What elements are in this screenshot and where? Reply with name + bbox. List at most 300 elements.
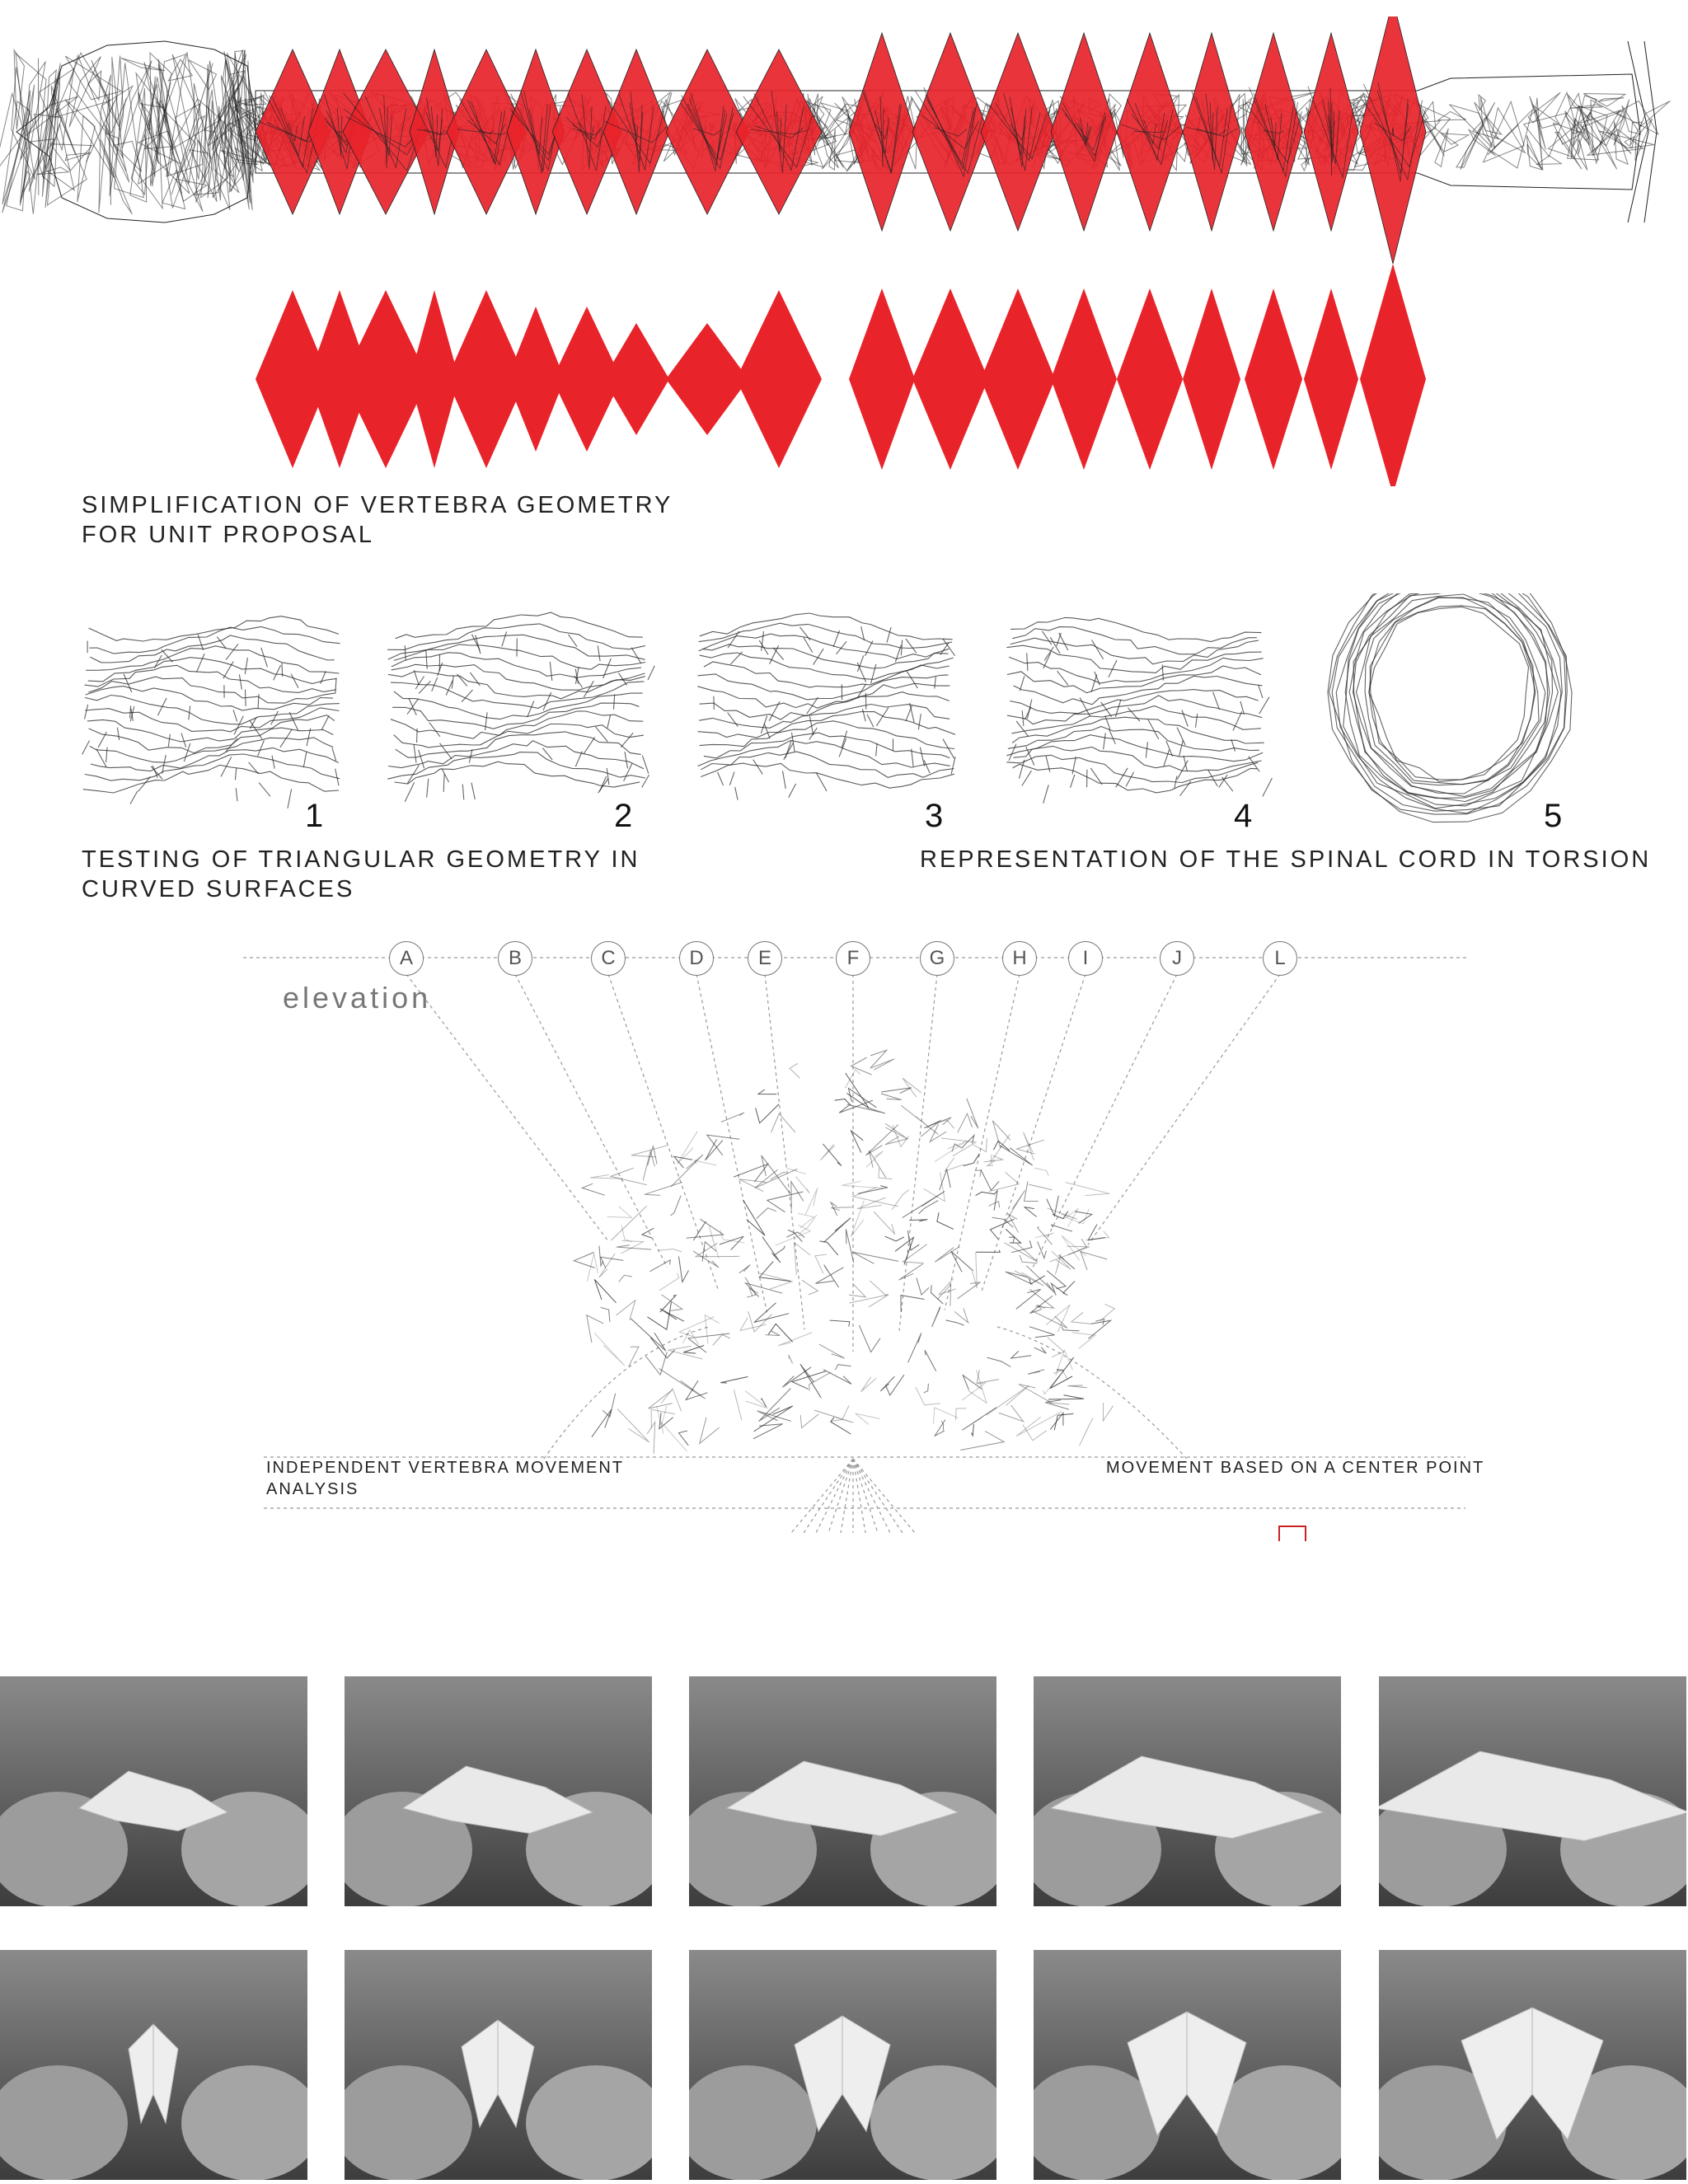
- elevation-mesh-triangle: [919, 1201, 939, 1214]
- elevation-mesh-triangle: [1047, 1196, 1059, 1216]
- mesh-test-1: [82, 616, 340, 808]
- folding-test-photo: [689, 1950, 996, 2180]
- mesh-diagonal: [1180, 781, 1191, 796]
- mesh-strip: [394, 724, 644, 748]
- elevation-diagram: [0, 931, 1688, 1541]
- mesh-diagonal: [272, 756, 274, 769]
- elevation-mesh-triangle: [1038, 1242, 1047, 1258]
- elevation-mesh-triangle: [956, 1408, 967, 1420]
- mesh-diagonal: [1128, 708, 1140, 721]
- elevation-mesh-triangle: [621, 1226, 632, 1242]
- mesh-diagonal: [332, 748, 336, 762]
- elevation-mesh-triangle: [924, 1384, 929, 1393]
- folding-test-photo: [0, 1950, 307, 2180]
- caption-line: INDEPENDENT VERTEBRA MOVEMENT: [266, 1459, 624, 1477]
- arc-right: [997, 1327, 1187, 1459]
- elevation-mesh-triangle: [756, 1104, 780, 1123]
- elevation-mesh-triangle: [796, 1177, 810, 1193]
- red-diamond: [736, 49, 822, 214]
- elevation-mesh-triangle: [659, 1413, 673, 1429]
- mesh-diagonal: [595, 727, 607, 742]
- mesh-diagonal: [303, 752, 307, 767]
- elevation-mesh-triangle: [881, 1094, 902, 1100]
- elevation-mesh-triangle: [958, 1113, 973, 1132]
- elevation-mesh-triangle: [1100, 1304, 1114, 1320]
- elevation-mesh-triangle: [745, 1277, 756, 1297]
- mesh-diagonal: [502, 631, 507, 646]
- mesh-diagonal: [233, 710, 237, 721]
- elevation-mesh-triangle: [830, 1320, 850, 1327]
- elevation-mesh-triangle: [945, 1320, 964, 1325]
- elevation-mesh-triangle: [802, 1280, 818, 1295]
- mesh-diagonal: [321, 671, 326, 683]
- mesh-diagonal: [1259, 685, 1263, 698]
- mesh-triangle: [1475, 102, 1502, 134]
- elevation-marker-b: B: [498, 941, 532, 976]
- elevation-mesh-triangle: [1063, 1282, 1075, 1296]
- label-leader-line: [1031, 974, 1177, 1271]
- mesh-diagonal: [730, 652, 742, 664]
- mesh-number-2: 2: [614, 798, 633, 834]
- elevation-mesh-triangle: [885, 1236, 904, 1241]
- elevation-mesh-triangle: [1048, 1338, 1064, 1357]
- elevation-mesh-triangle: [629, 1347, 639, 1366]
- elevation-mesh-triangle: [898, 1264, 922, 1281]
- mesh-diagonal: [1126, 772, 1134, 787]
- mesh-diagonal: [759, 640, 768, 654]
- elevation-mesh-triangle: [945, 1158, 964, 1171]
- elevation-mesh-triangle: [670, 1196, 681, 1216]
- elevation-mesh-triangle: [1032, 1311, 1067, 1329]
- mesh-diagonal: [1233, 711, 1242, 730]
- elevation-mesh-triangle: [662, 1295, 682, 1311]
- mesh-triangle: [16, 54, 46, 214]
- mesh-diagonal: [426, 650, 427, 669]
- mesh-diagonal: [603, 658, 612, 678]
- mesh-diagonal: [427, 779, 429, 798]
- red-diamond: [1360, 16, 1426, 264]
- mesh-diagonal: [1249, 757, 1259, 772]
- mesh-diagonal: [1213, 692, 1220, 710]
- elevation-mesh-triangle: [1062, 1327, 1079, 1331]
- mesh-diagonal: [335, 769, 339, 785]
- mesh-diagonal: [1263, 778, 1273, 796]
- elevation-mesh-triangle: [705, 1315, 719, 1344]
- elevation-mesh-triangle: [734, 1390, 742, 1420]
- elevation-marker-a: A: [389, 941, 424, 976]
- mesh-strip: [1007, 666, 1261, 693]
- simplified-diamond: [1117, 288, 1183, 470]
- mesh-diagonal: [584, 737, 595, 754]
- elevation-mesh-triangle: [659, 1273, 679, 1291]
- elevation-marker-l: L: [1263, 941, 1297, 976]
- elevation-mesh-triangle: [859, 1325, 880, 1352]
- mesh-test-5: [1328, 593, 1572, 823]
- elevation-mesh-triangle: [1048, 1395, 1084, 1399]
- mesh-diagonal: [289, 712, 298, 731]
- elevation-mesh-triangle: [1025, 1182, 1039, 1202]
- elevation-mesh-triangle: [645, 1183, 682, 1196]
- elevation-marker-c: C: [591, 941, 626, 976]
- pivot-ray: [791, 1459, 853, 1533]
- mesh-diagonal: [1222, 777, 1233, 791]
- elevation-mesh-triangle: [642, 1228, 654, 1238]
- mesh-diagonal: [261, 648, 268, 668]
- elevation-mesh-triangle: [649, 1390, 673, 1408]
- testing-caption: [82, 845, 640, 904]
- caption-line: CURVED SURFACES: [82, 876, 355, 902]
- mesh-diagonal: [288, 789, 292, 808]
- elevation-mesh-triangle: [964, 1154, 980, 1166]
- center-point-caption: MOVEMENT BASED ON A CENTER POINT: [1106, 1459, 1485, 1477]
- elevation-mesh-triangle: [1019, 1385, 1053, 1404]
- elevation-mesh-triangle: [981, 1169, 999, 1190]
- mesh-diagonal: [106, 748, 108, 763]
- elevation-mesh-triangle: [976, 1250, 1000, 1253]
- folding-test-photo: [1034, 1950, 1341, 2180]
- elevation-mesh-triangle: [617, 1245, 651, 1249]
- elevation-mesh-triangle: [989, 1202, 1000, 1208]
- simplified-diamond: [1360, 264, 1426, 486]
- mesh-diagonal: [414, 670, 419, 684]
- mesh-diagonal: [1104, 733, 1106, 750]
- elevation-mesh-triangle: [820, 1145, 834, 1160]
- mesh-diagonal: [935, 677, 936, 688]
- mesh-diagonal: [920, 748, 924, 766]
- elevation-mesh-triangle: [976, 1192, 996, 1195]
- mesh-diagonal: [598, 645, 600, 661]
- mesh-diagonal: [1027, 700, 1032, 719]
- elevation-mesh-triangle: [720, 1230, 745, 1243]
- elevation-mesh-triangle: [757, 1411, 791, 1422]
- mesh-diagonal: [876, 708, 889, 726]
- mesh-diagonal: [761, 715, 767, 733]
- mesh-strip: [89, 616, 339, 641]
- mesh-triangle: [1598, 98, 1624, 101]
- pivot-ray: [804, 1459, 853, 1533]
- elevation-mesh-triangle: [805, 1188, 818, 1215]
- mesh-diagonal: [1177, 761, 1188, 780]
- elevation-mesh-triangle: [661, 1389, 682, 1412]
- mesh-diagonal: [631, 648, 641, 663]
- elevation-mesh-triangle: [594, 1279, 616, 1302]
- label-leader-line: [696, 974, 767, 1313]
- elevation-mesh-triangle: [989, 1172, 1020, 1192]
- elevation-mesh-triangle: [800, 1414, 818, 1428]
- mesh-triangle: [69, 57, 101, 128]
- elevation-marker-j: J: [1160, 941, 1194, 976]
- caption-line: SIMPLIFICATION OF VERTEBRA GEOMETRY: [82, 492, 673, 518]
- elevation-mesh-triangle: [931, 1120, 954, 1128]
- elevation-mesh-triangle: [1000, 1146, 1033, 1165]
- mesh-diagonal: [282, 663, 283, 677]
- elevation-mesh-triangle: [907, 1230, 919, 1250]
- mesh-strip: [1012, 717, 1264, 743]
- mesh-strip: [391, 682, 644, 709]
- red-diamond: [981, 33, 1055, 231]
- elevation-mesh-triangle: [815, 1254, 827, 1273]
- elevation-mesh-triangle: [774, 1246, 785, 1256]
- folding-test-photo: [345, 1950, 652, 2180]
- mesh-diagonal: [417, 729, 418, 743]
- mesh-diagonal: [837, 641, 847, 654]
- mesh-diagonal: [236, 788, 237, 801]
- elevation-mesh-triangle: [1057, 1370, 1063, 1371]
- mesh-diagonal: [865, 641, 874, 656]
- elevation-mesh-triangle: [746, 1283, 783, 1297]
- mesh-triangle: [1438, 111, 1466, 120]
- elevation-mesh-triangle: [753, 1424, 783, 1439]
- elevation-mesh-triangle: [619, 1275, 632, 1282]
- mesh-strip: [701, 763, 954, 788]
- elevation-mesh-triangle: [908, 1333, 921, 1363]
- mesh-diagonal: [117, 728, 119, 740]
- elevation-mesh-triangle: [1023, 1425, 1047, 1441]
- mesh-triangle: [1469, 129, 1496, 156]
- elevation-mesh-triangle: [647, 1302, 671, 1330]
- mesh-diagonal: [443, 774, 444, 792]
- mesh-diagonal: [130, 705, 131, 718]
- pivot-ray: [828, 1459, 853, 1533]
- mesh-diagonal: [249, 762, 259, 774]
- elevation-mesh-triangle: [962, 1383, 985, 1400]
- mesh-diagonal: [405, 782, 414, 802]
- simplified-diamond-row: [0, 264, 1688, 486]
- elevation-mesh-triangle: [791, 1182, 804, 1210]
- mesh-diagonal: [728, 712, 738, 726]
- mesh-strip: [700, 721, 955, 749]
- mesh-strip: [1007, 696, 1262, 724]
- mesh-diagonal: [1148, 719, 1159, 738]
- mesh-diagonal: [907, 671, 917, 688]
- mesh-diagonal: [621, 733, 633, 748]
- elevation-mesh-triangle: [845, 1070, 860, 1088]
- elevation-mesh-triangle: [842, 1181, 884, 1188]
- elevation-mesh-triangle: [776, 1225, 811, 1245]
- mesh-diagonal: [407, 699, 419, 715]
- mesh-diagonal: [624, 763, 632, 781]
- elevation-mesh-triangle: [617, 1409, 649, 1442]
- elevation-mesh-triangle: [1009, 1237, 1015, 1243]
- elevation-mesh-triangle: [1029, 1289, 1053, 1308]
- mesh-diagonal: [1208, 770, 1218, 786]
- mesh-diagonal: [607, 768, 609, 785]
- elevation-mesh-triangle: [901, 1105, 938, 1134]
- mesh-diagonal: [599, 776, 606, 791]
- elevation-mesh-triangle: [1067, 1385, 1086, 1388]
- mesh-diagonal: [462, 785, 464, 800]
- mesh-diagonal: [1146, 742, 1147, 757]
- elevation-mesh-triangle: [870, 1050, 887, 1068]
- elevation-mesh-triangle: [968, 1370, 987, 1403]
- elevation-mesh-triangle: [874, 1212, 895, 1234]
- mesh-strip: [89, 728, 334, 753]
- mesh-diagonal: [414, 744, 416, 762]
- mesh-diagonal: [1219, 775, 1227, 787]
- elevation-mesh-triangle: [1034, 1168, 1049, 1175]
- mesh-diagonal: [918, 714, 921, 729]
- mesh-diagonal: [876, 743, 877, 757]
- mesh-triangle: [0, 94, 25, 175]
- simplified-diamond: [981, 288, 1055, 470]
- mesh-diagonal: [291, 674, 298, 688]
- mesh-diagonal: [1240, 701, 1245, 715]
- elevation-mesh-triangle: [679, 1317, 714, 1337]
- mesh-diagonal: [196, 654, 204, 673]
- elevation-mesh-triangle: [700, 1418, 720, 1444]
- elevation-mesh-triangle: [1028, 1370, 1044, 1374]
- elevation-mesh-triangle: [659, 1368, 706, 1399]
- elevation-mesh-triangle: [594, 1333, 625, 1366]
- mesh-test-3: [697, 613, 955, 800]
- elevation-mesh-triangle: [1047, 1271, 1066, 1289]
- mesh-diagonal: [85, 705, 88, 719]
- mesh-diagonal: [762, 631, 764, 651]
- elevation-mesh-triangle: [935, 1141, 967, 1161]
- elevation-mesh-triangle: [739, 1265, 750, 1273]
- elevation-mesh-triangle: [778, 1333, 812, 1346]
- elevation-mesh-triangle: [958, 1282, 981, 1299]
- elevation-mesh-triangle: [599, 1246, 603, 1266]
- torsion-ring: [1369, 607, 1529, 781]
- mesh-diagonal: [274, 665, 281, 680]
- elevation-mesh-triangle: [753, 1406, 792, 1432]
- mesh-triangle: [1583, 94, 1625, 107]
- elevation-mesh-triangle: [987, 1357, 1010, 1366]
- mesh-diagonal: [924, 760, 930, 773]
- mesh-diagonal: [1027, 653, 1028, 671]
- folding-test-photo: [1379, 1950, 1686, 2180]
- mesh-diagonal: [1231, 739, 1236, 751]
- elevation-mesh-triangle: [1066, 1183, 1110, 1196]
- mesh-diagonal: [471, 783, 475, 799]
- elevation-mesh-triangle: [892, 1190, 909, 1210]
- elevation-mesh-triangle: [1008, 1214, 1018, 1232]
- mesh-diagonal: [764, 724, 770, 739]
- mesh-diagonal: [1020, 676, 1025, 691]
- mesh-diagonal: [245, 658, 247, 674]
- elevation-marker-g: G: [920, 941, 954, 976]
- elevation-mesh-triangle: [1011, 1351, 1031, 1358]
- elevation-mesh-triangle: [790, 1063, 799, 1078]
- label-leader-line: [515, 974, 668, 1268]
- simplified-diamond: [1304, 288, 1358, 470]
- mesh-number-4: 4: [1234, 798, 1253, 834]
- mesh-diagonal: [1177, 728, 1185, 746]
- mesh-diagonal: [951, 757, 955, 774]
- elevation-mesh-triangle: [762, 1237, 781, 1263]
- elevation-mesh-triangle: [768, 1324, 792, 1342]
- elevation-mesh-triangle: [937, 1212, 954, 1229]
- elevation-mesh-triangle: [870, 1281, 888, 1296]
- mesh-diagonal: [1164, 750, 1170, 766]
- representation-caption: REPRESENTATION OF THE SPINAL CORD IN TORSION: [920, 846, 1652, 873]
- elevation-mesh-triangle: [924, 1173, 945, 1202]
- elevation-mesh-triangle: [820, 1241, 838, 1255]
- elevation-mesh-triangle: [972, 1424, 974, 1436]
- elevation-marker-f: F: [836, 941, 870, 976]
- mesh-diagonal: [82, 741, 90, 755]
- elevation-marker-h: H: [1002, 941, 1037, 976]
- elevation-label: elevation: [283, 981, 432, 1015]
- mesh-diagonal: [442, 769, 448, 782]
- elevation-mesh-triangle: [903, 1078, 921, 1097]
- folding-test-photo: [0, 1676, 307, 1906]
- elevation-mesh-triangle: [925, 1350, 936, 1371]
- mesh-diagonal: [1043, 785, 1049, 803]
- elevation-mesh-triangle: [1054, 1413, 1073, 1430]
- folding-test-photo: [689, 1676, 996, 1906]
- torsion-ring: [1345, 593, 1558, 806]
- elevation-mesh-triangle: [1071, 1312, 1092, 1324]
- elevation-mesh-triangle: [1034, 1347, 1047, 1354]
- elevation-mesh-triangle: [824, 1265, 839, 1287]
- simplified-diamond: [912, 288, 988, 470]
- elevation-mesh-triangle: [1052, 1225, 1072, 1231]
- elevation-mesh-triangle: [582, 1183, 605, 1195]
- mesh-number-5: 5: [1544, 798, 1563, 834]
- pivot-ray: [853, 1459, 903, 1533]
- elevation-marker-d: D: [679, 941, 714, 976]
- elevation-mesh-triangle: [587, 1315, 603, 1343]
- mesh-diagonal: [1182, 710, 1188, 727]
- elevation-mesh-triangle: [748, 1311, 772, 1332]
- elevation-mesh-triangle: [734, 1164, 768, 1182]
- mesh-diagonal: [485, 712, 488, 730]
- mesh-triangle: [1591, 100, 1624, 152]
- elevation-mesh-triangle: [720, 1377, 748, 1384]
- mesh-strip: [1010, 690, 1259, 714]
- mesh-triangle: [136, 73, 162, 108]
- elevation-mesh-triangle: [815, 1268, 843, 1284]
- mesh-diagonal: [901, 640, 902, 656]
- mesh-diagonal: [1116, 768, 1128, 788]
- mesh-diagonal: [614, 695, 615, 710]
- mesh-diagonal: [1196, 714, 1198, 728]
- mesh-strip: [86, 646, 339, 673]
- elevation-mesh-triangle: [661, 1422, 687, 1451]
- mesh-diagonal: [607, 715, 611, 728]
- elevation-mesh-triangle: [686, 1380, 707, 1399]
- elevation-mesh-triangle: [592, 1409, 612, 1437]
- elevation-mesh-triangle: [771, 1113, 795, 1132]
- elevation-mesh-triangle: [693, 1251, 719, 1268]
- elevation-mesh-triangle: [789, 1355, 793, 1364]
- mesh-diagonal: [1259, 697, 1269, 714]
- pivot-ray: [853, 1459, 878, 1533]
- elevation-mesh-triangle: [881, 1088, 912, 1094]
- mesh-diagonal: [584, 681, 593, 697]
- mesh-diagonal: [235, 768, 236, 780]
- elevation-mesh-triangle: [885, 1375, 904, 1395]
- elevation-mesh-triangle: [909, 1220, 927, 1221]
- elevation-mesh-triangle: [967, 1099, 978, 1128]
- spine-wireframe-top-view: [0, 16, 1688, 264]
- elevation-mesh-triangle: [987, 1385, 1029, 1415]
- red-diamond: [1245, 33, 1302, 231]
- mesh-diagonal: [429, 723, 440, 737]
- elevation-mesh-triangle: [975, 1170, 982, 1177]
- elevation-mesh-triangle: [823, 1370, 851, 1385]
- simplified-diamond: [1051, 288, 1117, 470]
- elevation-mesh-triangle: [1025, 1207, 1037, 1217]
- pivot-ray: [853, 1459, 865, 1533]
- mesh-strip: [387, 624, 645, 650]
- mesh-diagonal: [867, 715, 874, 727]
- elevation-mesh-triangle: [616, 1301, 635, 1320]
- pivot-ray: [853, 1459, 915, 1533]
- mesh-diagonal: [1105, 716, 1110, 729]
